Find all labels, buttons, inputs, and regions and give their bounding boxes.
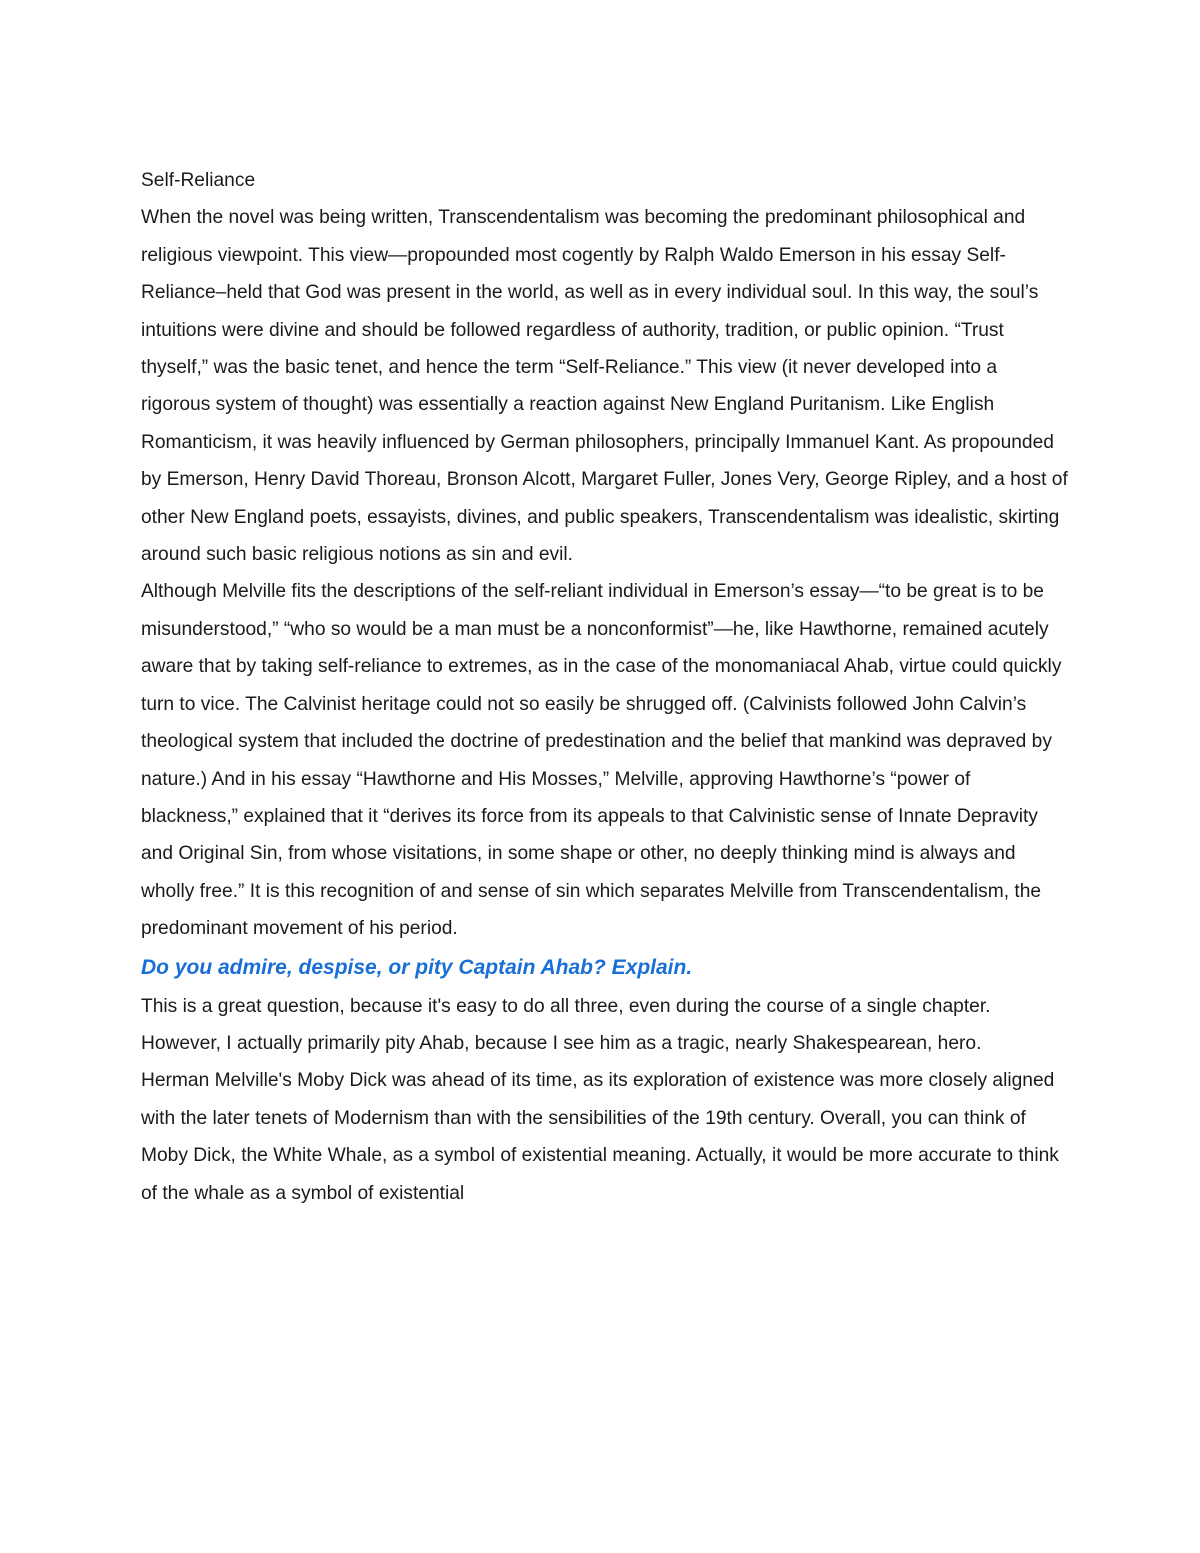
paragraph-transcendentalism: When the novel was being written, Transcendentalism was becoming the predominant philosophical and religious viewpoint. This view—propounded most cogently by Ralph Waldo Emerson in his essay Self-Reliance–held that God was present in the world, as well as in every individual soul. In this way, the soul’s intuitions were divine and should be followed regardless of authority, tradition, or public opinion. “Trust thyself,” was the basic tenet, and hence the term “Self-Reliance.” This view (it never developed into a rigorous system of thought) was essentially a reaction against New England Puritanism. Like English Romanticism, it was heavily influenced by German philosophers, principally Immanuel Kant. As propounded by Emerson, Henry David Thoreau, Bronson Alcott, Margaret Fuller, Jones Very, George Ripley, and a host of other New England poets, essayists, divines, and public speakers, Transcendentalism was idealistic, skirting around such basic religious notions as sin and evil. bbox=[141, 207, 1068, 566]
section-title: Self-Reliance bbox=[141, 170, 256, 191]
paragraph-answer-intro: This is a great question, because it's easy to do all three, even during the course of a single chapter. However, I actually primarily pity Ahab, because I see him as a tragic, nearly Shakespearean, hero. bbox=[141, 995, 991, 1054]
document-body bbox=[141, 162, 1071, 1212]
paragraph-melville-calvinism: Although Melville fits the descriptions of the self-reliant individual in Emerson’s essay—“to be great is to be misunderstood,” “who so would be a man must be a nonconformist”—he, like Hawthorne, remained acutely aware that by taking self-reliance to extremes, as in the case of the monomaniacal Ahab, virtue could quickly turn to vice. The Calvinist heritage could not so easily be shrugged off. (Calvinists followed John Calvin’s theological system that included the doctrine of predestination and the belief that mankind was depraved by nature.) And in his essay “Hawthorne and His Mosses,” Melville, approving Hawthorne’s “power of blackness,” explained that it “derives its force from its appeals to that Calvinistic sense of Innate Depravity and Original Sin, from whose visitations, in some shape or other, no deeply thinking mind is always and wholly free.” It is this recognition of and sense of sin which separates Melville from Transcendentalism, the predominant movement of his period. bbox=[141, 581, 1062, 940]
paragraph-moby-dick-existence: Herman Melville's Moby Dick was ahead of its time, as its exploration of existence was more closely aligned with the later tenets of Modernism than with the sensibilities of the 19th century. Overall, you can think of Moby Dick, the White Whale, as a symbol of existential meaning. Actually, it would be more accurate to think of the whale as a symbol of existential bbox=[141, 1070, 1059, 1204]
question-heading: Do you admire, despise, or pity Captain Ahab? Explain. bbox=[141, 955, 693, 979]
